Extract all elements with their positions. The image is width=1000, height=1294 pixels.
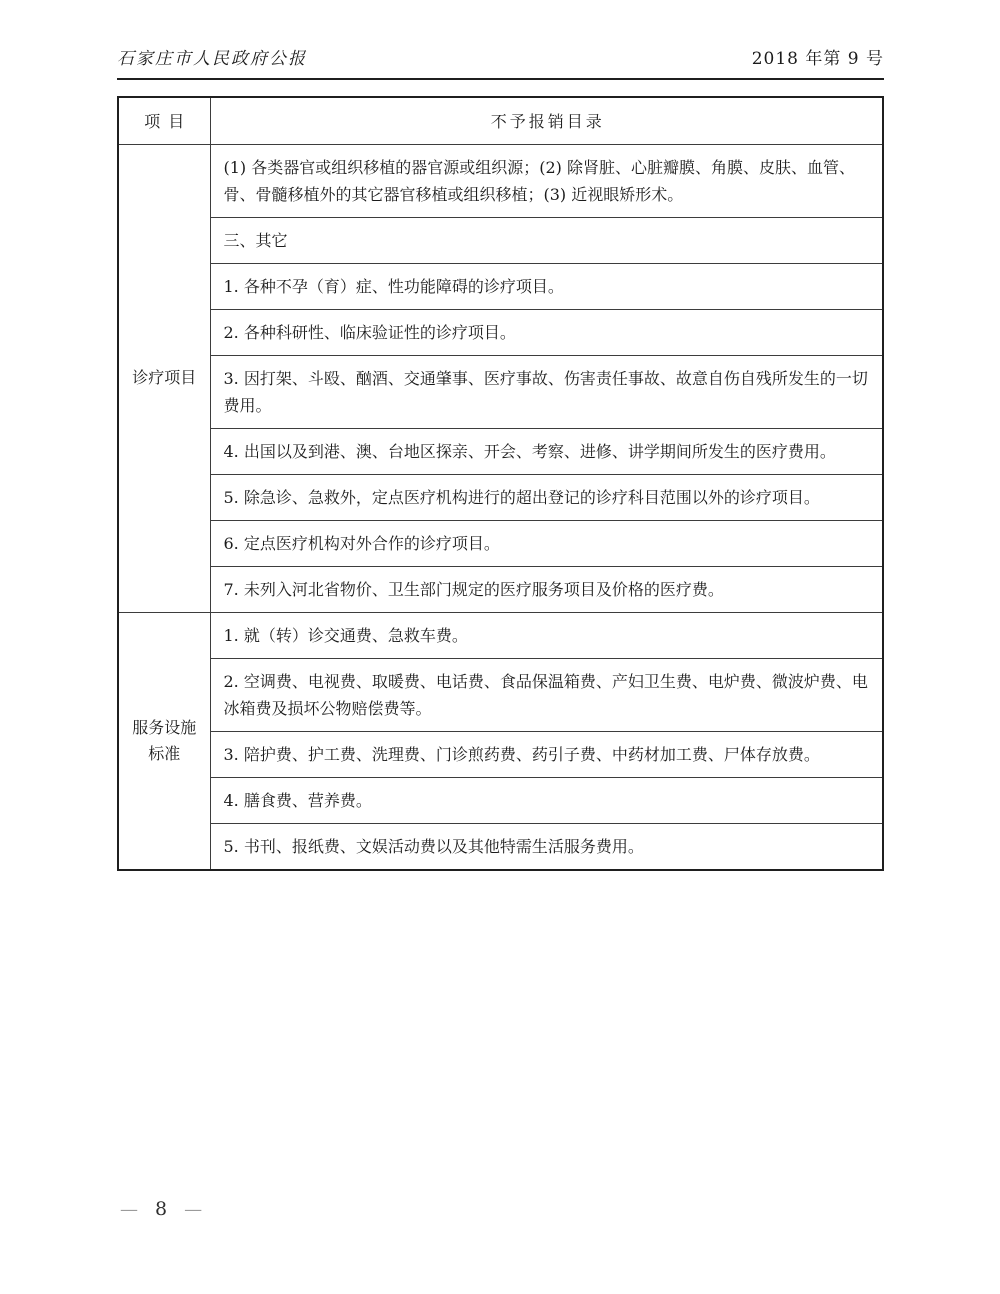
item-cell: 1. 就（转）诊交通费、急救车费。 [210, 612, 883, 658]
table-row [118, 566, 883, 612]
table-row [118, 777, 883, 823]
footer-dash-left: — [120, 1198, 138, 1220]
item-cell: 2. 各种科研性、临床验证性的诊疗项目。 [210, 309, 883, 355]
page-header [117, 44, 884, 80]
table-row [118, 823, 883, 870]
column-header-item: 项目 [118, 97, 210, 144]
item-cell: 5. 书刊、报纸费、文娱活动费以及其他特需生活服务费用。 [210, 823, 883, 870]
table-row [118, 217, 883, 263]
category-cell: 诊疗项目 [118, 144, 210, 612]
non-reimbursable-table [117, 96, 884, 871]
item-cell: 7. 未列入河北省物价、卫生部门规定的医疗服务项目及价格的医疗费。 [210, 566, 883, 612]
table-row [118, 428, 883, 474]
table-row [118, 612, 883, 658]
page-footer [120, 1198, 202, 1220]
table-row [118, 474, 883, 520]
item-cell: 3. 因打架、斗殴、酗酒、交通肇事、医疗事故、伤害责任事故、故意自伤自残所发生的一切费用。 [210, 355, 883, 428]
table-head [118, 97, 883, 144]
item-cell: 4. 膳食费、营养费。 [210, 777, 883, 823]
item-cell: (1) 各类器官或组织移植的器官源或组织源；(2) 除肾脏、心脏瓣膜、角膜、皮肤、血管、骨、骨髓移植外的其它器官移植或组织移植；(3) 近视眼矫形术。 [210, 144, 883, 217]
category-cell: 服务设施标准 [118, 612, 210, 870]
item-cell: 5. 除急诊、急救外，定点医疗机构进行的超出登记的诊疗科目范围以外的诊疗项目。 [210, 474, 883, 520]
table-row [118, 731, 883, 777]
table-row [118, 309, 883, 355]
gazette-title: 石家庄市人民政府公报 [117, 49, 307, 69]
footer-dash-right: — [184, 1198, 203, 1220]
table-row [118, 520, 883, 566]
table-row [118, 144, 883, 217]
table-body [118, 144, 883, 870]
item-cell: 6. 定点医疗机构对外合作的诊疗项目。 [210, 520, 883, 566]
item-cell: 三、其它 [210, 217, 883, 263]
table-row [118, 355, 883, 428]
item-cell: 4. 出国以及到港、澳、台地区探亲、开会、考察、进修、讲学期间所发生的医疗费用。 [210, 428, 883, 474]
page-number: 8 [155, 1198, 168, 1220]
item-cell: 3. 陪护费、护工费、洗理费、门诊煎药费、药引子费、中药材加工费、尸体存放费。 [210, 731, 883, 777]
table-header-row [118, 97, 883, 144]
item-cell: 2. 空调费、电视费、取暖费、电话费、食品保温箱费、产妇卫生费、电炉费、微波炉费、电冰箱费及损坏公物赔偿费等。 [210, 658, 883, 731]
table-row [118, 263, 883, 309]
column-header-catalog: 不予报销目录 [210, 97, 883, 144]
item-cell: 1. 各种不孕（育）症、性功能障碍的诊疗项目。 [210, 263, 883, 309]
issue-number: 2018 年第 9 号 [751, 49, 884, 69]
table-row [118, 658, 883, 731]
